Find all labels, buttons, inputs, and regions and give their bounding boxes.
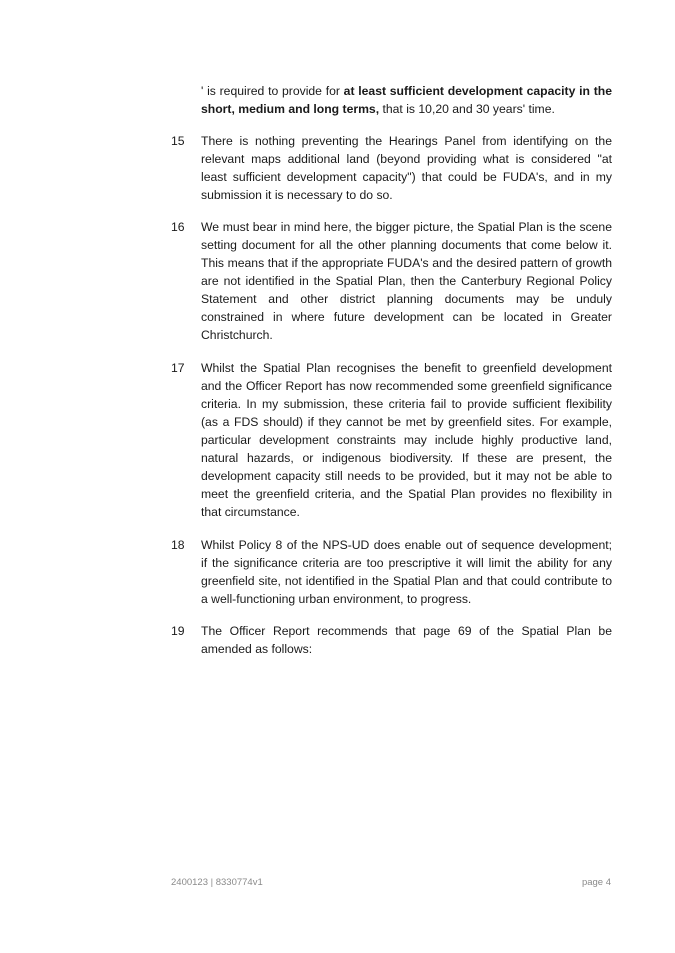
paragraph-line: (as a FDS should) if they cannot be met by greenfield sites. For example, xyxy=(201,415,612,429)
paragraph-line: greenfield site, not identified in the Spatial Plan and that could contribute to xyxy=(201,574,612,588)
paragraph-line: relevant maps additional land (beyond providing what is considered "at xyxy=(201,152,612,166)
paragraph-line: Christchurch. xyxy=(201,328,273,342)
footer-page-number: page 4 xyxy=(581,877,611,888)
paragraph-line: constrained in where future development can be located in Greater xyxy=(201,310,612,324)
paragraph-line: a well-functioning urban environment, to progress. xyxy=(201,592,472,606)
intro-line-1 xyxy=(201,82,612,100)
paragraph-15 xyxy=(201,132,612,204)
paragraph-line: amended as follows: xyxy=(201,642,313,656)
intro-paragraph xyxy=(201,82,612,118)
paragraph-number-17: 17 xyxy=(171,361,185,375)
paragraph-number-15: 15 xyxy=(171,134,185,148)
paragraph-line: There is nothing preventing the Hearings Panel from identifying on the xyxy=(201,134,612,148)
intro-line-2 xyxy=(201,100,612,118)
paragraph-line: if the significance criteria are too prescriptive it will limit the ability for any xyxy=(201,556,612,570)
paragraph-line: The Officer Report recommends that page 69 of the Spatial Plan be xyxy=(201,624,612,638)
paragraph-line: Statement and other district planning documents may be unduly xyxy=(201,292,612,306)
paragraph-line: submission it is necessary to do so. xyxy=(201,188,393,202)
paragraph-line: particular development constraints may include highly productive land, xyxy=(201,433,612,447)
paragraph-line: natural hazards, or indigenous biodiversity. If these are present, the xyxy=(201,451,612,465)
paragraph-16 xyxy=(201,218,612,344)
paragraph-line: criteria. In my submission, these criteria fail to provide sufficient flexibility xyxy=(201,397,612,411)
paragraph-number-16: 16 xyxy=(171,220,185,234)
paragraph-line: setting document for all the other planning documents that come below it. xyxy=(201,238,612,252)
intro-text-post: that is 10,20 and 30 years' time. xyxy=(379,102,555,116)
paragraph-19 xyxy=(201,622,612,658)
paragraph-line: development capacity still needs to be provided, but it may not be able to xyxy=(201,469,612,483)
intro-text-bold-1: at least sufficient development capacity in the xyxy=(343,84,612,98)
paragraph-line: meet the greenfield criteria, and the Spatial Plan provides no flexibility in xyxy=(201,487,612,501)
paragraph-number-19: 19 xyxy=(171,624,185,638)
paragraph-line: are not identified in the Spatial Plan, then the Canterbury Regional Policy xyxy=(201,274,612,288)
paragraph-line: Whilst the Spatial Plan recognises the benefit to greenfield development xyxy=(201,361,612,375)
paragraph-line: Whilst Policy 8 of the NPS-UD does enable out of sequence development; xyxy=(201,538,612,552)
paragraph-line: This means that if the appropriate FUDA's and the desired pattern of growth xyxy=(201,256,612,270)
paragraph-line: that circumstance. xyxy=(201,505,300,519)
paragraph-17 xyxy=(201,359,612,521)
paragraph-number-18: 18 xyxy=(171,538,185,552)
intro-text-bold-2: short, medium and long terms, xyxy=(201,102,380,116)
paragraph-line: least sufficient development capacity") that could be FUDA's, and in my xyxy=(201,170,612,184)
paragraph-18 xyxy=(201,536,612,608)
footer-doc-ref: 2400123 | 8330774v1 xyxy=(171,877,263,888)
intro-text-pre: ' is required to provide for xyxy=(201,84,344,98)
paragraph-line: and the Officer Report has now recommended some greenfield significance xyxy=(201,379,612,393)
paragraph-line: We must bear in mind here, the bigger picture, the Spatial Plan is the scene xyxy=(201,220,612,234)
